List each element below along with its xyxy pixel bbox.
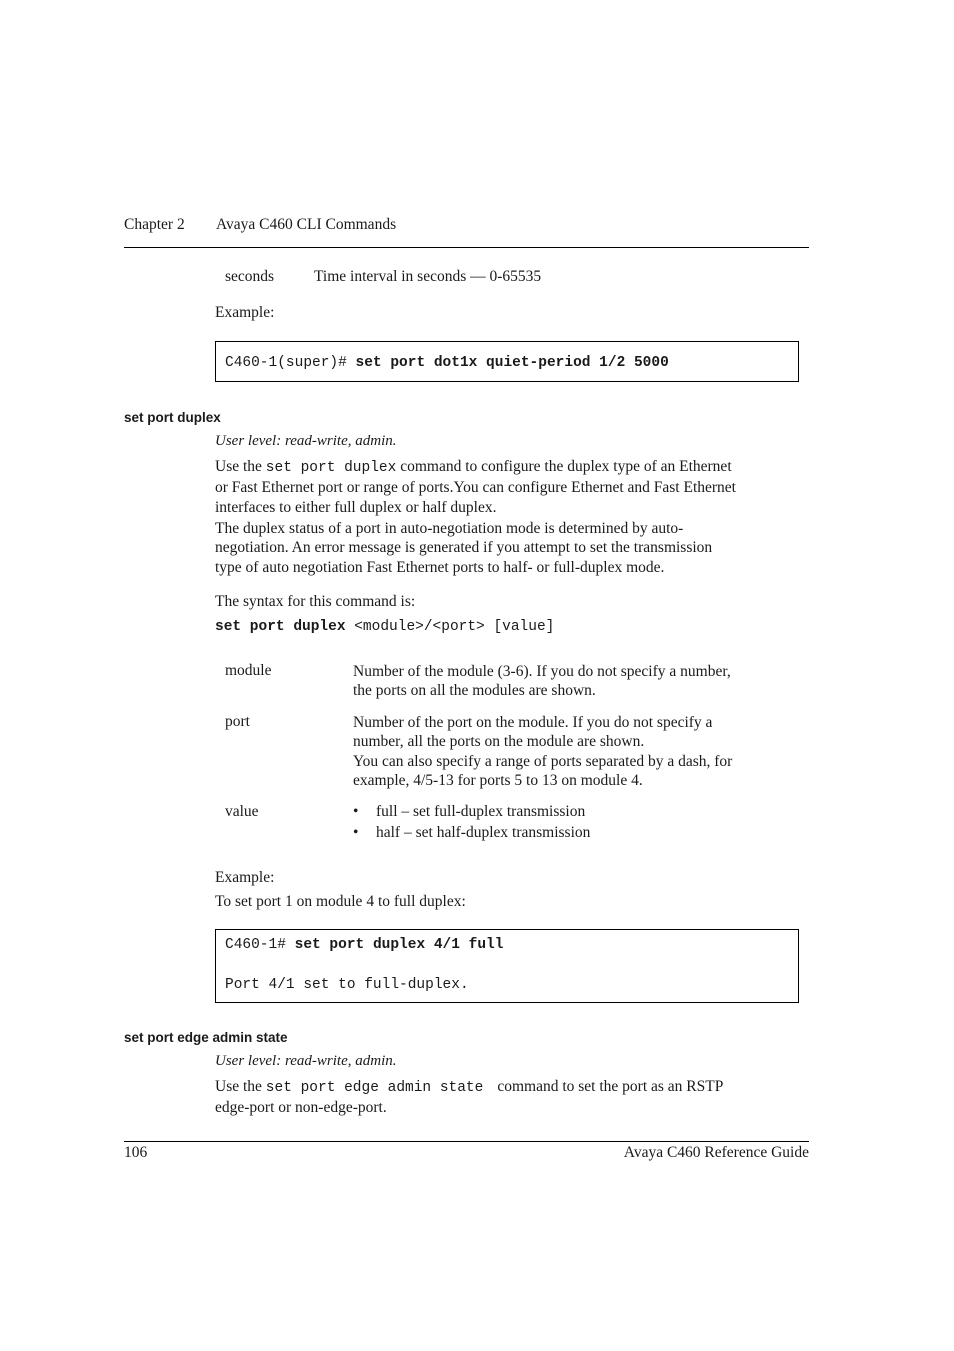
duplex-description	[215, 457, 810, 517]
bullet-item	[353, 803, 585, 821]
text-line: interfaces to either full duplex or half duplex.	[215, 498, 497, 516]
text-run: command to set the port as an RSTP	[497, 1078, 724, 1095]
syntax-intro: The syntax for this command is:	[215, 593, 416, 610]
guide-title: Avaya C460 Reference Guide	[623, 1144, 809, 1161]
section-heading-edge: set port edge admin state	[124, 1030, 288, 1045]
text-run: Use the	[215, 458, 266, 475]
code-block-dot1x	[215, 341, 799, 382]
code-prompt: C460-1(super)#	[225, 355, 356, 371]
text-line: example, 4/5-13 for ports 5 to 13 on module 4.	[353, 771, 643, 789]
code-output: Port 4/1 set to full-duplex.	[225, 977, 469, 993]
chapter-title: Avaya C460 CLI Commands	[216, 216, 397, 233]
param-term-value: value	[225, 803, 259, 820]
user-level-duplex: User level: read-write, admin.	[215, 433, 397, 449]
syntax-command: set port duplex	[215, 619, 346, 635]
chapter-label: Chapter 2	[124, 216, 185, 233]
example-label: Example:	[215, 304, 275, 321]
section-heading-duplex: set port duplex	[124, 410, 221, 425]
param-term-module: module	[225, 662, 272, 679]
syntax-args: <module>/<port> [value]	[345, 619, 555, 635]
code-command: set port dot1x quiet-period 1/2 5000	[355, 355, 669, 371]
example-label: Example:	[215, 869, 275, 886]
text-line: negotiation. An error message is generated if you attempt to set the transmission	[215, 539, 713, 557]
header-rule	[124, 247, 809, 248]
text-line: You can also specify a range of ports separated by a dash, for	[353, 752, 733, 770]
footer-rule	[124, 1141, 809, 1142]
text-line: Number of the module (3-6). If you do not specify a number,	[353, 663, 731, 680]
user-level-edge: User level: read-write, admin.	[215, 1053, 397, 1069]
example-description: To set port 1 on module 4 to full duplex:	[215, 893, 466, 910]
text-line: The duplex status of a port in auto-negotiation mode is determined by auto-	[215, 520, 684, 537]
text-line: Number of the port on the module. If you do not specify a	[353, 714, 713, 731]
text-line: the ports on all the modules are shown.	[353, 682, 596, 700]
code-command: set port duplex 4/1 full	[294, 937, 504, 953]
bullet-dot: •	[353, 803, 359, 820]
bullet-text: half – set half-duplex transmission	[376, 824, 591, 841]
code-prompt: C460-1#	[225, 937, 295, 953]
param-term-port: port	[225, 713, 250, 730]
param-desc-seconds: Time interval in seconds — 0-65535	[314, 268, 542, 285]
code-block-duplex	[215, 929, 799, 1003]
param-desc-port	[353, 713, 803, 790]
text-line: number, all the ports on the module are shown.	[353, 733, 645, 751]
bullet-text: full – set full-duplex transmission	[376, 803, 586, 820]
text-run: Use the	[215, 1078, 266, 1095]
text-line: edge-port or non-edge-port.	[215, 1099, 387, 1117]
duplex-autoneg-note	[215, 519, 810, 577]
inline-command: set port duplex	[265, 460, 397, 476]
syntax-line	[215, 619, 554, 635]
page-number: 106	[124, 1144, 148, 1161]
text-line: or Fast Ethernet port or range of ports.You can configure Ethernet and Fast Ethernet	[215, 479, 736, 497]
param-desc-module	[353, 662, 803, 701]
bullet-item	[353, 824, 590, 842]
text-run: command to configure the duplex type of an Ethernet	[396, 458, 732, 475]
inline-command: set port edge admin state	[265, 1080, 484, 1096]
edge-description	[215, 1077, 810, 1118]
param-term-seconds: seconds	[225, 268, 275, 285]
text-line: type of auto negotiation Fast Ethernet ports to half- or full-duplex mode.	[215, 558, 665, 576]
bullet-dot: •	[353, 824, 359, 841]
